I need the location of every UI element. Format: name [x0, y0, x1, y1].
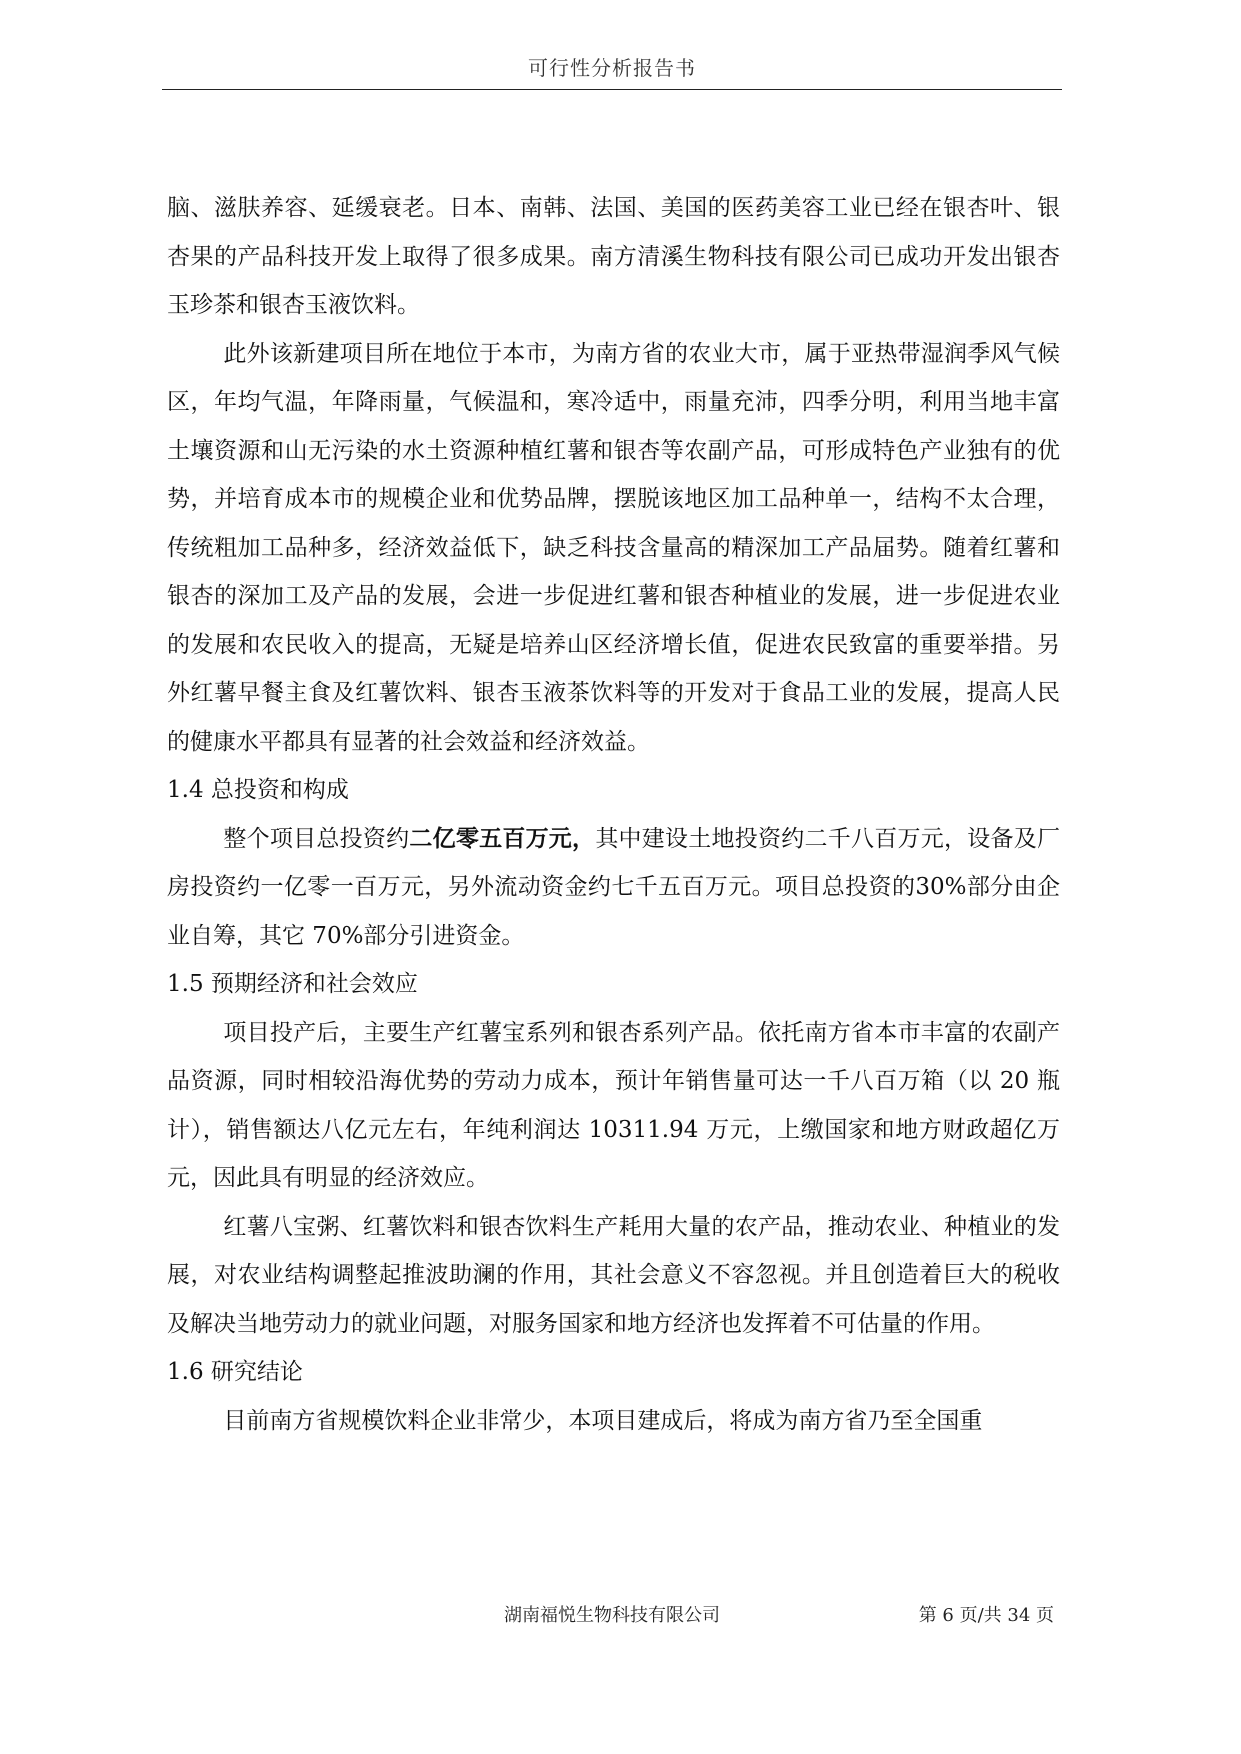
investment-detail: 其中建设土地投资约二千八百万元，设备及厂房投资约一亿零一百万元，另外流动资金约七千五百万元。项目总投资的30%部分由企业自筹，其它 70%部分引进资金。: [167, 825, 1061, 949]
header-divider: [162, 89, 1062, 90]
page-header-title: 可行性分析报告书: [528, 56, 696, 80]
section-heading-investment: 1.4 总投资和构成: [167, 777, 349, 803]
investment-intro: 整个项目总投资约: [223, 825, 410, 852]
footer-company-name: 湖南福悦生物科技有限公司: [504, 1605, 720, 1626]
page-footer: [162, 1601, 1062, 1631]
section-heading-conclusion: 1.6 研究结论: [167, 1359, 303, 1385]
investment-total: 二亿零五百万元，: [409, 825, 596, 852]
paragraph-project-location: 此外该新建项目所在地位于本市，为南方省的农业大市，属于亚热带湿润季风气候区，年均气温，年降雨量，气候温和，寒冷适中，雨量充沛，四季分明，利用当地丰富土壤资源和山无污染的水土资源种植红薯和银杏等农副产品，可形成特色产业独有的优势，并培育成本市的规模企业和优势品牌，摆脱该地区加工品种单一，结构不太合理，传统粗加工品种多，经济效益低下，缺乏科技含量高的精深加工产品届势。随着红薯和银杏的深加工及产品的发展，会进一步促进红薯和银杏种植业的发展，进一步促进农业的发展和农民收入的提高，无疑是培养山区经济增长值，促进农民致富的重要举措。另外红薯早餐主食及红薯饮料、银杏玉液茶饮料等的开发对于食品工业的发展，提高人民的健康水平都具有显著的社会效益和经济效益。: [167, 340, 1060, 755]
document-body: [167, 184, 1060, 1445]
paragraph-ginkgo-products: 脑、滋肤养容、延缓衰老。日本、南韩、法国、美国的医药美容工业已经在银杏叶、银杏果的产品科技开发上取得了很多成果。南方清溪生物科技有限公司已成功开发出银杏玉珍茶和银杏玉液饮料。: [167, 195, 1060, 318]
paragraph-economic-effect: 项目投产后，主要生产红薯宝系列和银杏系列产品。依托南方省本市丰富的农副产品资源，同时相较沿海优势的劳动力成本，预计年销售量可达一千八百万箱（以 20 瓶计），销售额达八亿元左右，年纯利润达 10311.94 万元，上缴国家和地方财政超亿万元，因此具有明显的经济效应。: [167, 1019, 1060, 1191]
section-heading-effects: 1.5 预期经济和社会效应: [167, 971, 418, 997]
paragraph-social-effect: 红薯八宝粥、红薯饮料和银杏饮料生产耗用大量的农产品，推动农业、种植业的发展，对农业结构调整起推波助澜的作用，其社会意义不容忽视。并且创造着巨大的税收及解决当地劳动力的就业问题，对服务国家和地方经济也发挥着不可估量的作用。: [167, 1213, 1060, 1337]
paragraph-conclusion: 目前南方省规模饮料企业非常少，本项目建成后，将成为南方省乃至全国重: [223, 1407, 983, 1434]
footer-page-number: 第 6 页/共 34 页: [918, 1605, 1054, 1626]
paragraph-investment: [167, 815, 1060, 961]
